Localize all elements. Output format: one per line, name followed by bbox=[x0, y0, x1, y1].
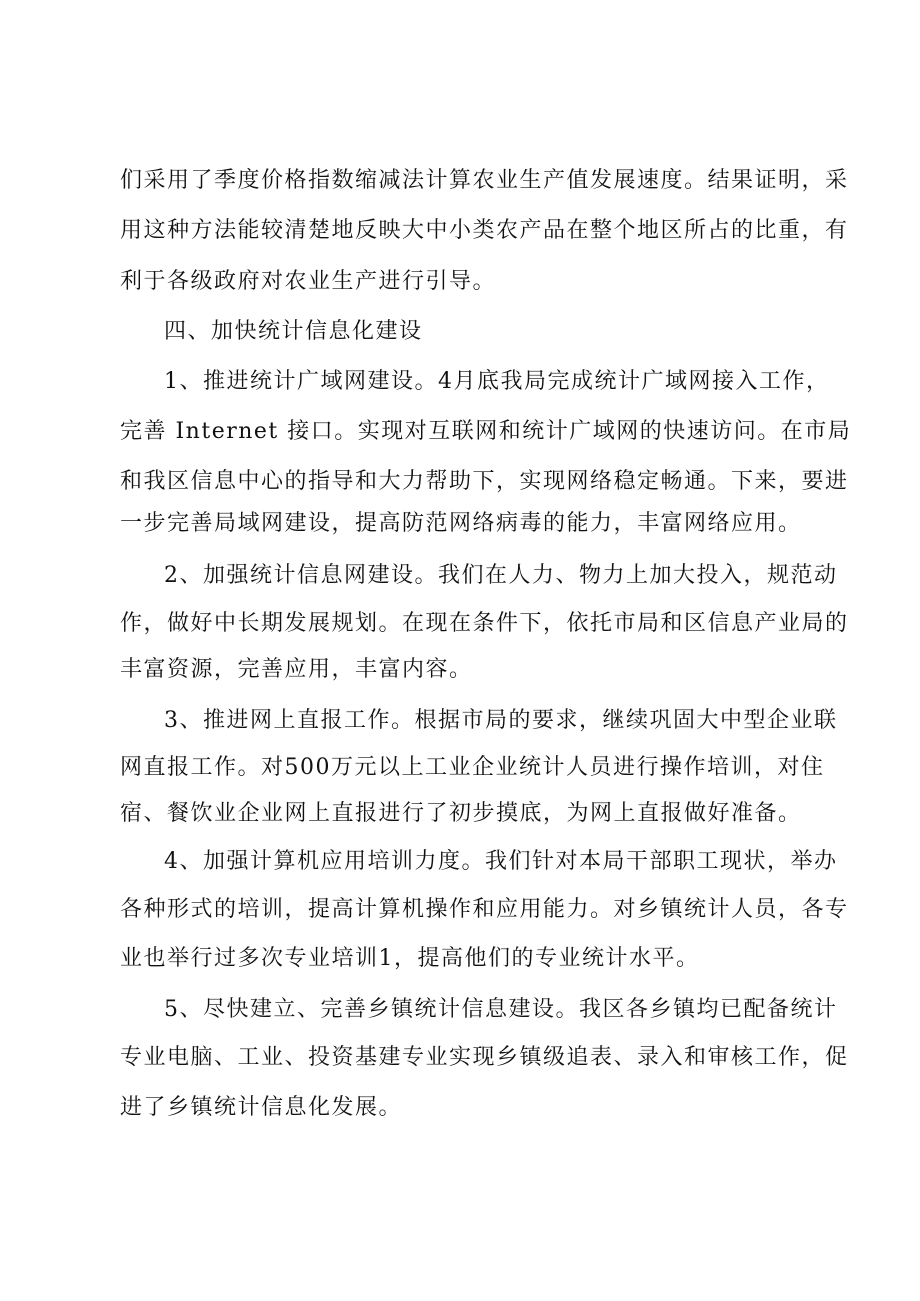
paragraph-4-line: 业也举行过多次专业培训1，提高他们的专业统计水平。 bbox=[120, 946, 700, 971]
paragraph-1-line: 和我区信息中心的指导和大力帮助下，实现网络稳定畅通。下来，要进 bbox=[120, 469, 849, 494]
text-line: 利于各级政府对农业生产进行引导。 bbox=[120, 269, 497, 294]
paragraph-3-line: 网直报工作。对500万元以上工业企业统计人员进行操作培训，对住 bbox=[120, 755, 825, 780]
paragraph-4-line: 4、加强计算机应用培训力度。我们针对本局干部职工现状，举办 bbox=[164, 849, 838, 874]
text-line: 用这种方法能较清楚地反映大中小类农产品在整个地区所占的比重，有 bbox=[120, 218, 849, 243]
paragraph-2-line: 2、加强统计信息网建设。我们在人力、物力上加大投入，规范动 bbox=[164, 563, 838, 588]
paragraph-1-line: 完善 Internet 接口。实现对互联网和统计广域网的快速访问。在市局 bbox=[120, 419, 852, 444]
paragraph-5-line: 专业电脑、工业、投资基建专业实现乡镇级追表、录入和审核工作，促 bbox=[120, 1045, 849, 1070]
paragraph-5-line: 进了乡镇统计信息化发展。 bbox=[120, 1095, 403, 1120]
text-line: 们采用了季度价格指数缩减法计算农业生产值发展速度。结果证明，采 bbox=[120, 168, 849, 193]
paragraph-2-line: 作，做好中长期发展规划。在现在条件下，依托市局和区信息产业局的 bbox=[120, 611, 849, 636]
paragraph-2-line: 丰富资源，完善应用，丰富内容。 bbox=[120, 657, 473, 682]
paragraph-5-line: 5、尽快建立、完善乡镇统计信息建设。我区各乡镇均已配备统计 bbox=[164, 997, 838, 1022]
paragraph-4-line: 各种形式的培训，提高计算机操作和应用能力。对乡镇统计人员，各专 bbox=[120, 897, 849, 922]
paragraph-3-line: 宿、餐饮业企业网上直报进行了初步摸底，为网上直报做好准备。 bbox=[120, 801, 802, 826]
section-heading: 四、加快统计信息化建设 bbox=[164, 319, 423, 344]
paragraph-1-line: 1、推进统计广域网建设。4月底我局完成统计广域网接入工作， bbox=[164, 369, 830, 394]
paragraph-3-line: 3、推进网上直报工作。根据市局的要求，继续巩固大中型企业联 bbox=[164, 708, 838, 733]
paragraph-1-line: 一步完善局域网建设，提高防范网络病毒的能力，丰富网络应用。 bbox=[120, 511, 802, 536]
